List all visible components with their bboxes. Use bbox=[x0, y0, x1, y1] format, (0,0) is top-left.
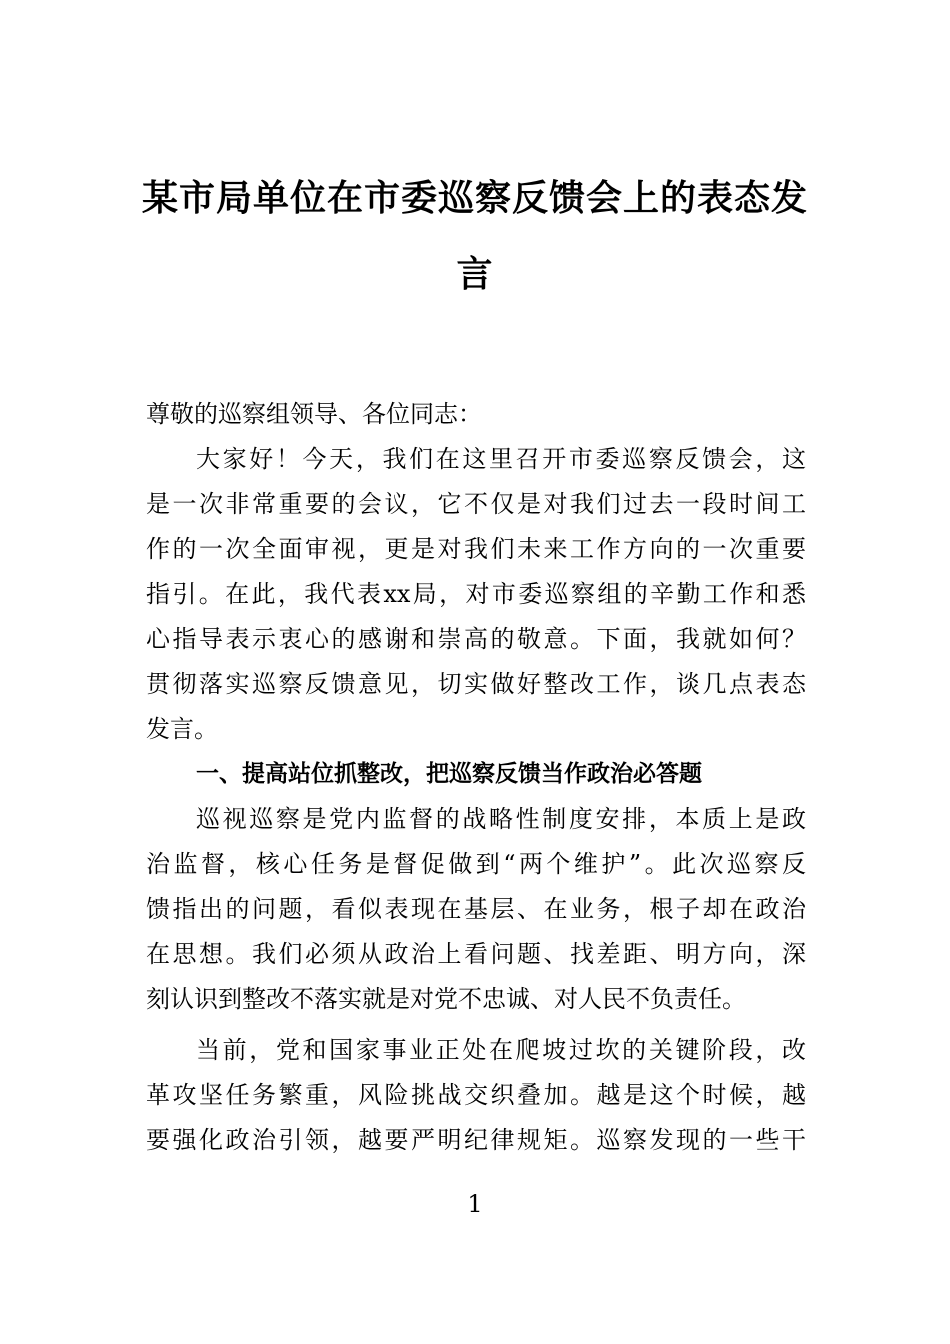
paragraph-line: 在思想。我们必须从政治上看问题、找差距、明方向，深 bbox=[146, 940, 806, 968]
title-line-2: 言 bbox=[456, 253, 494, 295]
salutation: 尊敬的巡察组领导、各位同志： bbox=[146, 400, 482, 428]
document-title bbox=[140, 160, 810, 312]
paragraph-line: 巡视巡察是党内监督的战略性制度安排，本质上是政 bbox=[196, 805, 806, 833]
paragraph-line: 馈指出的问题，看似表现在基层、在业务，根子却在政治 bbox=[146, 895, 806, 923]
paragraph-2 bbox=[146, 797, 806, 1022]
title-line-1: 某市局单位在市委巡察反馈会上的表态发 bbox=[141, 177, 808, 219]
section-heading-1: 一、提高站位抓整改，把巡察反馈当作政治必答题 bbox=[196, 761, 702, 787]
paragraph-1 bbox=[146, 437, 806, 752]
document-body bbox=[146, 392, 806, 1163]
paragraph-line: 治监督，核心任务是督促做到“两个维护”。此次巡察反 bbox=[146, 850, 806, 878]
page-number: 1 bbox=[467, 1190, 483, 1218]
paragraph-line: 革攻坚任务繁重，风险挑战交织叠加。越是这个时候，越 bbox=[146, 1081, 806, 1109]
paragraph-line: 发言。 bbox=[146, 715, 218, 743]
paragraph-3 bbox=[146, 1028, 806, 1163]
paragraph-line: 贯彻落实巡察反馈意见，切实做好整改工作，谈几点表态 bbox=[146, 670, 806, 698]
paragraph-line: 作的一次全面审视，更是对我们未来工作方向的一次重要 bbox=[146, 535, 806, 563]
paragraph-line: 刻认识到整改不落实就是对党不忠诚、对人民不负责任。 bbox=[146, 985, 746, 1013]
paragraph-line: 当前，党和国家事业正处在爬坡过坎的关键阶段，改 bbox=[196, 1036, 806, 1064]
paragraph-line: 心指导表示衷心的感谢和崇高的敬意。下面，我就如何？ bbox=[146, 625, 806, 653]
paragraph-line: 指引。在此，我代表xx局，对市委巡察组的辛勤工作和悉 bbox=[146, 580, 806, 608]
paragraph-line: 大家好！今天，我们在这里召开市委巡察反馈会，这 bbox=[196, 445, 806, 473]
paragraph-line: 是一次非常重要的会议，它不仅是对我们过去一段时间工 bbox=[146, 490, 806, 518]
paragraph-line: 要强化政治引领，越要严明纪律规矩。巡察发现的一些干 bbox=[146, 1126, 806, 1154]
